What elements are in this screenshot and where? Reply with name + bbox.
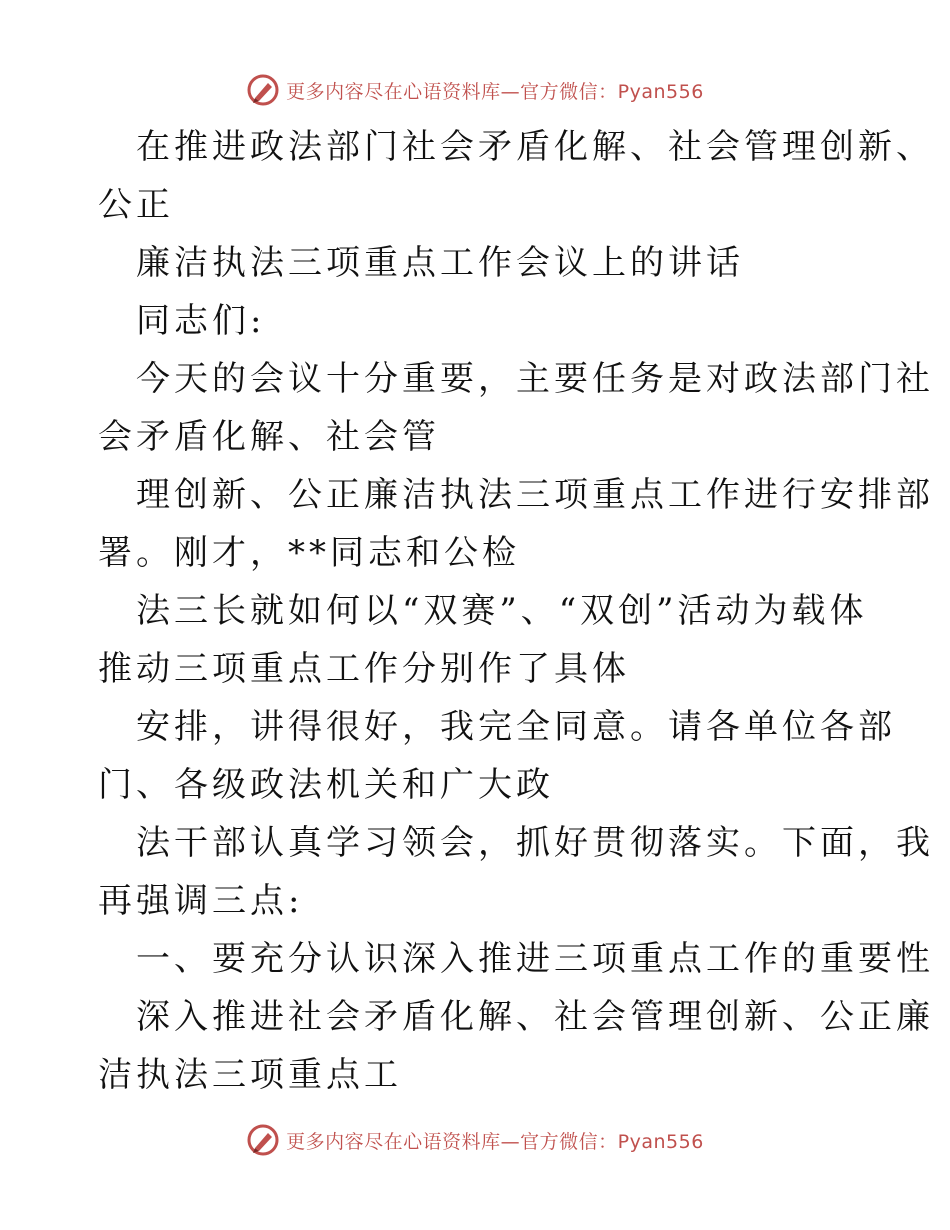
text-line: 今天的会议十分重要，主要任务是对政法部门社 (136, 359, 934, 399)
text-line: 洁执法三项重点工 (98, 1055, 402, 1095)
watermark-text: 更多内容尽在心语资料库—官方微信：Pyan556 (286, 80, 704, 103)
text-line: 一、要充分认识深入推进三项重点工作的重要性 (136, 939, 934, 979)
text-line: 廉洁执法三项重点工作会议上的讲话 (136, 243, 744, 283)
text-line: 会矛盾化解、社会管 (98, 417, 440, 457)
text-line: 法三长就如何以“双赛”、“双创”活动为载体 (136, 591, 868, 631)
pen-logo-icon (246, 73, 280, 107)
document-body (98, 118, 934, 1104)
text-line: 在推进政法部门社会矛盾化解、社会管理创新、 (136, 127, 934, 167)
text-line: 深入推进社会矛盾化解、社会管理创新、公正廉 (136, 997, 934, 1037)
text-line: 同志们: (136, 301, 266, 341)
text-line: 署。刚才，**同志和公检 (98, 533, 520, 573)
pen-logo-icon (246, 1123, 280, 1157)
text-line: 推动三项重点工作分别作了具体 (98, 649, 630, 689)
text-line: 门、各级政法机关和广大政 (98, 765, 554, 805)
text-line: 安排，讲得很好，我完全同意。请各单位各部 (136, 707, 896, 747)
watermark-text: 更多内容尽在心语资料库—官方微信：Pyan556 (286, 1130, 704, 1153)
watermark-footer (0, 1120, 950, 1160)
text-line: 公正 (98, 185, 174, 225)
text-line: 理创新、公正廉洁执法三项重点工作进行安排部 (136, 475, 934, 515)
watermark-header (0, 70, 950, 110)
text-line: 再强调三点: (98, 881, 304, 921)
text-line: 法干部认真学习领会，抓好贯彻落实。下面，我 (136, 823, 934, 863)
